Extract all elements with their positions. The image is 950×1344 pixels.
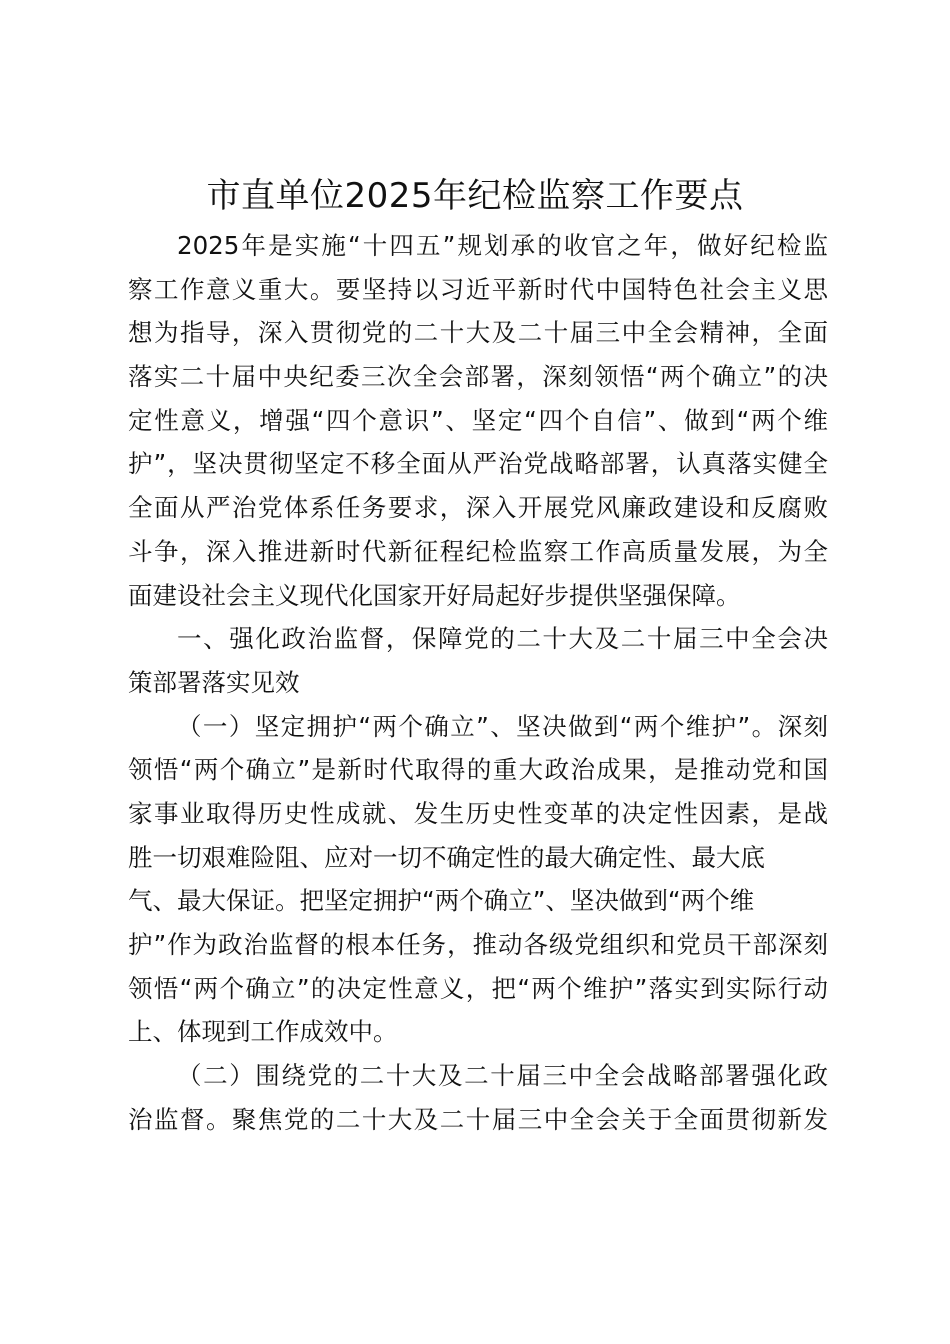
text-line: 护”作为政治监督的根本任务，推动各级党组织和党员干部深刻 xyxy=(128,930,828,959)
text-line: 想为指导，深入贯彻党的二十大及二十届三中全会精神，全面 xyxy=(128,318,828,348)
text-line: 气、最大保证。把坚定拥护“两个确立”、坚决做到“两个维 xyxy=(128,886,755,916)
section-heading-line: 策部署落实见效 xyxy=(128,667,300,697)
text-line: 领悟“两个确立”是新时代取得的重大政治成果，是推动党和国 xyxy=(128,755,828,785)
text-line: 家事业取得历史性成就、发生历史性变革的决定性因素，是战 xyxy=(128,798,828,828)
text-line: 胜一切艰难险阻、应对一切不确定性的最大确定性、最大底 xyxy=(128,842,765,872)
text-line: 领悟“两个确立”的决定性意义，把“两个维护”落实到实际行动 xyxy=(128,973,828,1003)
text-line: 定性意义，增强“四个意识”、坚定“四个自信”、做到“两个维 xyxy=(128,405,828,435)
text-line: 落实二十届中央纪委三次全会部署，深刻领悟“两个确立”的决 xyxy=(128,362,828,392)
document-title: 市直单位2025年纪检监察工作要点 xyxy=(206,176,744,216)
text-line: （一）坚定拥护“两个确立”、坚决做到“两个维护”。深刻 xyxy=(177,711,828,741)
text-line: 全面从严治党体系任务要求，深入开展党风廉政建设和反腐败 xyxy=(128,493,828,523)
text-line: 护”，坚决贯彻坚定不移全面从严治党战略部署，认真落实健全 xyxy=(128,449,828,479)
text-line: 面建设社会主义现代化国家开好局起好步提供坚强保障。 xyxy=(128,580,741,610)
text-line: 斗争，深入推进新时代新征程纪检监察工作高质量发展，为全 xyxy=(128,536,828,566)
document-body xyxy=(128,224,828,1141)
text-line: 治监督。聚焦党的二十大及二十届三中全会关于全面贯彻新发 xyxy=(128,1104,828,1134)
text-line: （二）围绕党的二十大及二十届三中全会战略部署强化政 xyxy=(177,1061,828,1091)
text-line: 上、体现到工作成效中。 xyxy=(128,1017,398,1047)
section-heading-line: 一、强化政治监督，保障党的二十大及二十届三中全会决 xyxy=(177,624,828,654)
text-line: 2025年是实施“十四五”规划承的收官之年，做好纪检监 xyxy=(177,231,828,260)
text-line: 察工作意义重大。要坚持以习近平新时代中国特色社会主义思 xyxy=(128,274,828,304)
